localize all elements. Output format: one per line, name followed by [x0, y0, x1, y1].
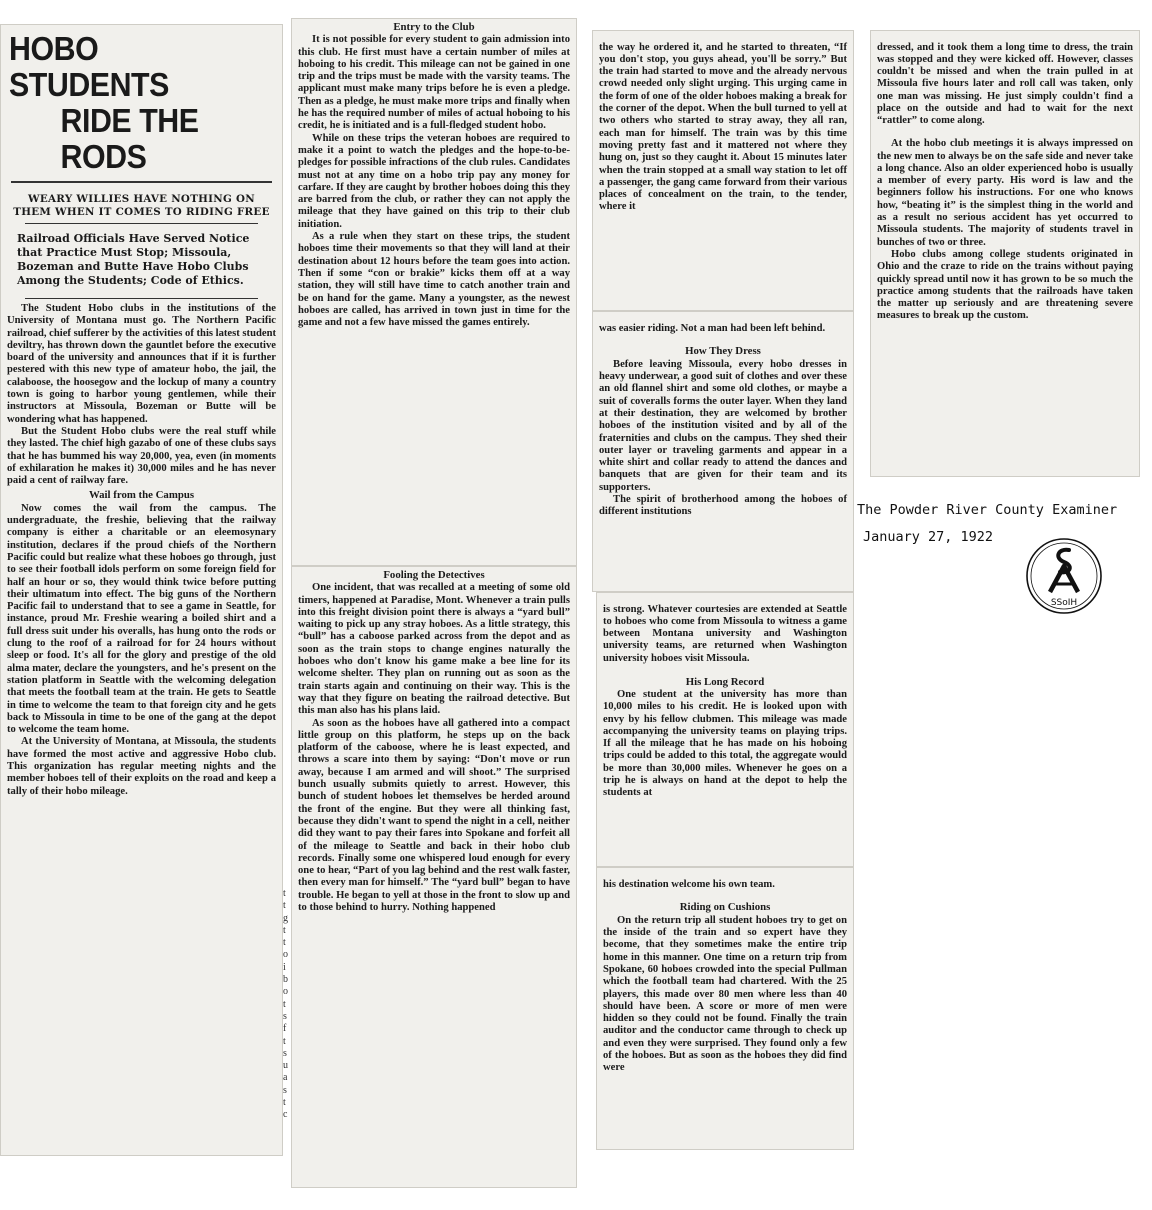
section-heading: Riding on Cushions: [679, 901, 771, 914]
body-text: [292, 21, 576, 329]
section-heading: Fooling the Detectives: [383, 569, 485, 581]
paragraph: While on these trips the veteran hoboes are required to make it a point to watch the pledges and the hope-to-be-pledges for possible infractions of the club rules. Candidates must not at any time on a hobo trip pay any money for carfare. If they are caught by brother hoboes doing this they are barred from the club, or rather they can not apply the mileage that they have gained on this trip to their club initiation.: [298, 132, 571, 230]
paragraph: is strong. Whatever courtesies are extended at Seattle to hoboes who come from Missoula to witness a game between Montana university and Washington university teams, are returned when Washington university hoboes visit Missoula.: [603, 603, 847, 664]
paragraph: As a rule when they start on these trips, the student hoboes time their movements so that they will land at their destination about 12 hours before the team goes into action. Then if some “con or brakie” kicks them off at a way station, they will still have time to catch another train and be on hand for the game. Many a youngster, as the newest hoboes are called, has arrived in town just in time for the game and not a few have missed the games entirely.: [298, 231, 570, 329]
ssoih-seal-icon: [1024, 536, 1104, 616]
divider: [25, 298, 258, 299]
section-heading: His Long Record: [685, 675, 765, 688]
section-heading: Wail from the Campus: [88, 489, 195, 502]
article-column-8: [870, 30, 1140, 477]
paragraph: But the Student Hobo clubs were the real stuff while they lasted. The chief high gazabo of one of these clubs says that he has bummed his way 20,000, yea, even (in moments of exhilaration he makes it) 30,000 miles and he has never paid a cent of railway fare.: [7, 425, 276, 487]
paragraph: was easier riding. Not a man had been left behind.: [599, 322, 826, 334]
newspaper-name: The Powder River County Examiner: [857, 502, 1118, 518]
paragraph: At the University of Montana, at Missoula, the students have formed the most active and aggressive Hobo club. This organization has regular meeting nights and the member hoboes tell of their exploits on the road and keep a tally of their hobo mileage.: [7, 736, 276, 797]
article-column-6: [596, 592, 854, 867]
paragraph: It is not possible for every student to gain admission into this club. He first must have a certain number of miles at hoboing to his credit. This mileage can not be gained in one trip and the trips must be made with the varsity teams. The applicant must make many trips before he is even a pledge. Then as a pledge, he must make more trips and finally when he has the required number of miles of actual hoboing to his credit, he is initiated and is a full-fledged student hobo.: [298, 34, 570, 132]
article-column-4: [592, 30, 854, 311]
seal-text: SSoIH: [1050, 598, 1078, 608]
article-column-3: [291, 566, 577, 1188]
article-column-7: [596, 867, 854, 1150]
article-column-1: [0, 24, 283, 1156]
article-column-5: [592, 311, 854, 592]
paragraph: Hobo clubs among college students originated in Ohio and the craze to ride on the trains without paying quickly spread until now it has grown to be so much the practice among students that the railroads have taken the matter up seriously and are threatening severe measures to break up the custom.: [877, 248, 1133, 322]
paragraph: On the return trip all student hoboes try to get on the inside of the train and so expert have they become, that they sometimes make the entire trip home in this manner. One time on a return trip from Spokane, 60 hoboes crowded into the special Pullman which the football team had chartered. With the 25 players, this made over 80 men where less than 40 should have been. A score or more of men were hidden so they could not be found. Finally the train auditor and the conductor came through to check up and even they were surprised. They found only a few of the hoboes. But as soon as the hoboes they did find were: [603, 914, 847, 1074]
body-text: [593, 42, 853, 214]
adjacent-column-fragment: t t g t t o i b o t s f t s u a s t c: [283, 888, 288, 1121]
subheadline: WEARY WILLIES HAVE NOTHING ON THEM WHEN IT COMES TO RIDING FREE: [13, 193, 270, 218]
divider: [25, 223, 258, 224]
divider: [11, 181, 272, 183]
headline: HOBO STUDENTS RIDE THE RODS: [9, 30, 199, 175]
body-text: [1, 303, 282, 798]
paragraph: the way he ordered it, and he started to threaten, “If you don't stop, you guys ahead, you'll be sorry.” But the train had started to move and the already nervous crowd needed only slight urging. This urging came in the form of one of the older hoboes making a break for the corner of the depot. When the bull turned to yell at two others who started to stray away, they all ran, each man for himself. The train was by this time moving pretty fast and it mattered not where they hung on, just so they caught it. About 15 minutes later when the train stopped at a small way station to let off a passenger, the gang came forward from their various places of concealment on the train, to the tender, where it: [599, 41, 847, 213]
body-text: [593, 323, 853, 519]
paragraph: his destination welcome his own team.: [603, 878, 775, 890]
paragraph: Now comes the wail from the campus. The undergraduate, the freshie, believing that the railway company is either a charitable or an eleemosynary institution, declares if the proud chiefs of the Northern Pacific could but realize what these hoboes go through, just to see their football idols perform on some foreign field for half an hour or so, they would think twice before putting their ultimatum into effect. The big guns of the Northern Pacific fail to understand that to see a game in Seattle, for instance, proud Mr. Freshie wearing a boiled shirt and a full dress suit under his overalls, has hung onto the rods or clung to the roof of a railroad for for 24 hours without sleep or food. It's all for the glory and prestige of the old alma mater, declare the youngsters, and he's present on the station platform in Seattle with the welcoming delegation that meets the football team at the train. He gets to Seattle in time to welcome the team to that foreign city and he gets back to Missoula in time to be one of the gang at the depot to welcome the team home.: [7, 502, 276, 736]
body-text: [292, 569, 576, 914]
paragraph: As soon as the hoboes have all gathered into a compact little group on this platform, he steps up on the back platform of the caboose, where he is least expected, and throws a scare into them by saying: “Don't move or run away, because I am armed and will shoot.” The surprised bunch usually submits quietly to arrest. However, this bunch of student hoboes let themselves be herded around the front of the engine. But they were all thinking fast, because they didn't want to spend the night in a cell, neither did they want to pay their fares into Spokane and forfeit all of the mileage to Seattle and back in their hobo club records. Finally some one whispered loud enough for every one to hear, “Part of you lag behind and the rest walk faster, then every man for himself.” The “yard bull” began to have trouble. He began to yell at those in the front to slow up and to those behind to hurry. Nothing happened: [298, 717, 570, 914]
article-column-2: [291, 18, 577, 566]
paragraph: The Student Hobo clubs in the institutions of the University of Montana must go. The Northern Pacific railroad, chief sufferer by the activities of this latest student deviltry, has thrown down the gauntlet before the executive board of the university and announces that if it is further pestered with this new type of amateur hobo, the jail, the calaboose, the hoosegow and the lockup of many a country town is going to harbor young gentlemen, while their instructors at Missoula, Bozeman or Butte will be wondering what has happened.: [7, 303, 276, 425]
paragraph: At the hobo club meetings it is always impressed on the new men to always be on the safe side and never take a long chance. Also an older experienced hobo is usually a member of every party. His word is law and the beginners follow his instructions. For one who knows how, “beating it” is the simplest thing in the world and as a result no serious accident has yet occurred to Missoula students. The majority of students travel in bunches of two or three.: [877, 138, 1133, 248]
paragraph: Before leaving Missoula, every hobo dresses in heavy underwear, a good suit of clothes and over these an old flannel shirt and some old clothes, or maybe a suit of coveralls forms the outer layer. When they land at their destination, they are welcomed by brother hoboes of the institution visited and by all of the fraternities and clubs on the campus. They shed their outer layer or traveling garments and appear in a white shirt and collar ready to attend the dances and banquets that are given for their team and its supporters.: [599, 358, 847, 493]
paragraph: One student at the university has more than 10,000 miles to his credit. He is looked upon with envy by his fellow clubmen. This mileage was made accompanying the university teams on playing trips. If all the mileage that he has made on his hoboing trips could be added to this total, the aggregate would be more than 30,000 miles. Whenever he goes on a trip he is always on hand at the depot to help the students at: [603, 688, 847, 799]
section-heading: How They Dress: [685, 345, 761, 358]
publication-date: January 27, 1922: [863, 529, 994, 545]
paragraph: dressed, and it took them a long time to dress, the train was stopped and they were kicked off. However, classes couldn't be missed and when the train pulled in at Missoula five hours later and roll call was taken, only one man was missing. He just simply couldn't find a place on the outside and had to wait for the next “rattler” to come along.: [877, 41, 1133, 127]
section-heading: Entry to the Club: [393, 21, 475, 33]
body-text: [597, 879, 853, 1075]
paragraph: One incident, that was recalled at a meeting of some old timers, happened at Paradise, Mont. Whenever a train pulls into this freight division point there is always a “yard bull” waiting to pick up any stray hoboes. As a little strategy, this “bull” has a caboose parked across from the depot and as soon as the train stops to change engines naturally the hoboes who don't know his game make a bee line for its welcome shelter. They plan on running out as soon as the train starts again and continuing on their way. This is the way that they figure on beating the railroad detective. But this man also has his plans laid.: [298, 582, 570, 717]
paragraph: The spirit of brotherhood among the hoboes of different institutions: [599, 494, 847, 518]
body-text: [597, 604, 853, 800]
deck: Railroad Officials Have Served Notice that Practice Must Stop; Missoula, Bozeman and Butte Have Hobo Clubs Among the Students; Code of Ethics.: [17, 232, 250, 287]
body-text: [871, 42, 1139, 323]
